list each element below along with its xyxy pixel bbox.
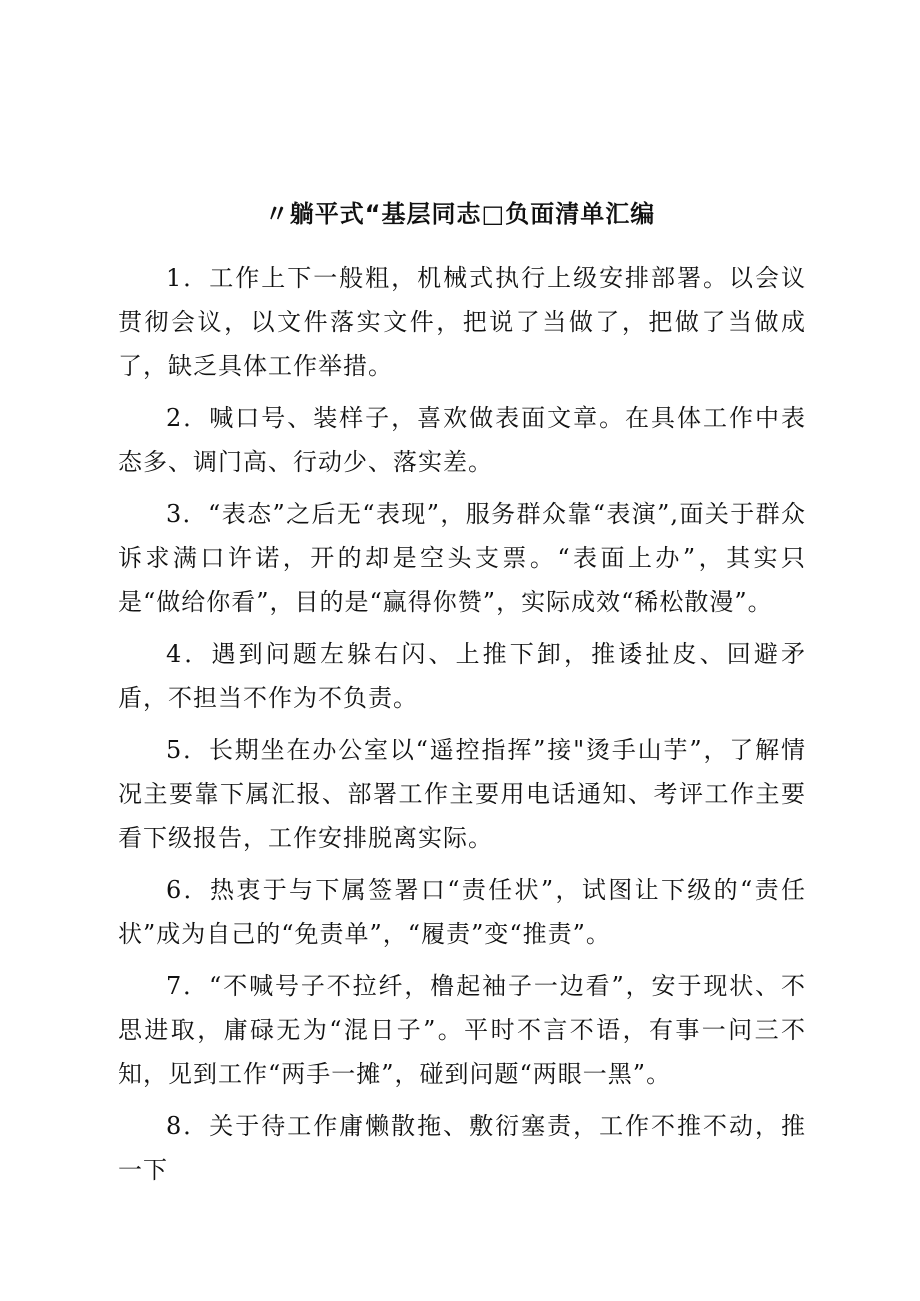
paragraph-3: 3．“表态”之后无“表现”，服务群众靠“表演”,面关于群众诉求满口许诺，开的却是空头支票。“表面上办”，其实只是“做给你看”，目的是“赢得你赞”，实际成效“稀松散漫”。: [118, 500, 806, 616]
paragraph-8: 8．关于待工作庸懒散拖、敷衍塞责，工作不推不动，推一下: [118, 1112, 806, 1184]
paragraph-2: 2．喊口号、装样子，喜欢做表面文章。在具体工作中表态多、调门高、行动少、落实差。: [118, 404, 806, 476]
paragraph-1: 1．工作上下一般粗，机械式执行上级安排部署。以会议贯彻会议，以文件落实文件，把说了当做了，把做了当做成了，缺乏具体工作举措。: [118, 264, 806, 380]
paragraph-5: 5．长期坐在办公室以“遥控指挥”接"烫手山芋”，了解情况主要靠下属汇报、部署工作主要用电话通知、考评工作主要看下级报告，工作安排脱离实际。: [118, 736, 806, 852]
paragraph-4: 4．遇到问题左躲右闪、上推下卸，推诿扯皮、回避矛盾，不担当不作为不负责。: [118, 640, 806, 712]
paragraph-6: 6．热衷于与下属签署口“责任状”，试图让下级的“责任状”成为自己的“免责单”，“履责”变“推责”。: [118, 876, 806, 948]
paragraph-7: 7．“不喊号子不拉纤，橹起袖子一边看”，安于现状、不思进取，庸碌无为“混日子”。平时不言不语，有事一问三不知，见到工作“两手一摊”，碰到问题“两眼一黑”。: [118, 972, 806, 1088]
document-title: 〃躺平式“基层同志□负面清单汇编: [264, 200, 656, 228]
document-body: [118, 256, 806, 1200]
